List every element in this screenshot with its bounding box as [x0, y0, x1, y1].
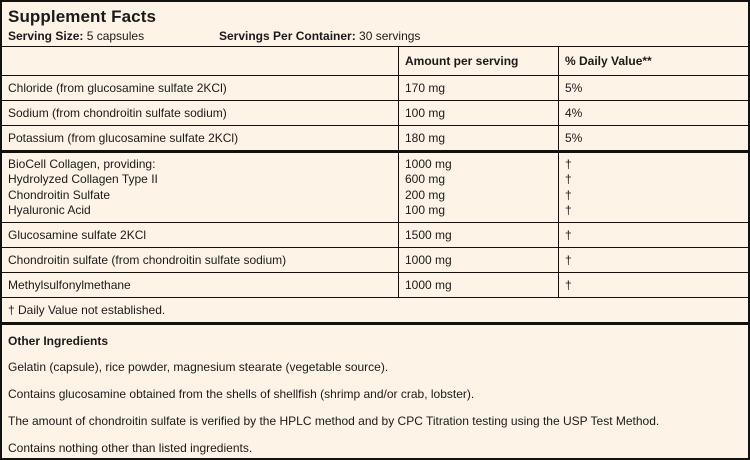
nutrient-daily-value: † [559, 223, 749, 248]
header-name [2, 47, 399, 76]
serving-size [8, 29, 144, 43]
collagen-names [2, 152, 399, 223]
other-ingredients-line: Contains nothing other than listed ingredients. [8, 441, 253, 455]
nutrient-amount: 180 mg [399, 126, 559, 152]
footnote-row [2, 298, 748, 324]
collagen-name-line: BioCell Collagen, providing: [8, 156, 156, 171]
serving-size-label: Serving Size: [8, 29, 84, 43]
nutrient-name: Methylsulfonylmethane [2, 273, 399, 298]
collagen-daily-values [559, 152, 749, 223]
nutrient-name: Potassium (from glucosamine sulfate 2KCl) [2, 126, 399, 152]
nutrient-amount: 1500 mg [399, 223, 559, 248]
nutrient-name: Sodium (from chondroitin sulfate sodium) [2, 101, 399, 126]
collagen-amount-line: 100 mg [405, 203, 446, 217]
serving-size-value: 5 capsules [83, 29, 145, 43]
serving-info [8, 29, 748, 43]
nutrient-daily-value: 5% [559, 126, 749, 152]
nutrient-name: Glucosamine sulfate 2KCl [2, 223, 399, 248]
nutrient-name: Chloride (from glucosamine sulfate 2KCl) [2, 76, 399, 101]
nutrient-table [2, 46, 748, 325]
table-row [2, 273, 748, 298]
header-daily-value: % Daily Value** [559, 47, 749, 76]
collagen-name-line: Hyaluronic Acid [8, 203, 91, 217]
table-row [2, 101, 748, 126]
header-amount: Amount per serving [399, 47, 559, 76]
table-row [2, 76, 748, 101]
nutrient-daily-value: † [559, 273, 749, 298]
collagen-name-line: Chondroitin Sulfate [8, 187, 111, 202]
collagen-dv-line: † [565, 203, 572, 217]
table-row-collagen [2, 152, 748, 223]
collagen-amount-line: 1000 mg [405, 156, 452, 171]
other-ingredients-line: Contains glucosamine obtained from the shells of shellfish (shrimp and/or crab, lobster). [8, 387, 475, 401]
other-ingredients-line: Gelatin (capsule), rice powder, magnesium stearate (vegetable source). [8, 360, 389, 374]
nutrient-daily-value: † [559, 248, 749, 273]
nutrient-amount: 100 mg [399, 101, 559, 126]
table-header-row [2, 47, 748, 76]
nutrient-amount: 170 mg [399, 76, 559, 101]
nutrient-amount: 1000 mg [399, 248, 559, 273]
other-ingredients-heading: Other Ingredients [8, 334, 109, 348]
table-row [2, 248, 748, 273]
collagen-amounts [399, 152, 559, 223]
collagen-dv-line: † [565, 172, 572, 186]
nutrient-name: Chondroitin sulfate (from chondroitin sulfate sodium) [2, 248, 399, 273]
nutrient-daily-value: 5% [559, 76, 749, 101]
collagen-amount-line: 600 mg [405, 172, 446, 186]
table-row [2, 126, 748, 152]
table-row [2, 223, 748, 248]
servings-per-container [219, 29, 420, 43]
footnote: † Daily Value not established. [2, 298, 748, 324]
nutrient-amount: 1000 mg [399, 273, 559, 298]
other-ingredients-line: The amount of chondroitin sulfate is verified by the HPLC method and by CPC Titration testing using the USP Test Method. [8, 414, 660, 428]
collagen-dv-line: † [565, 156, 572, 171]
collagen-amount-line: 200 mg [405, 187, 446, 202]
collagen-name-line: Hydrolyzed Collagen Type II [8, 172, 158, 186]
nutrient-daily-value: 4% [559, 101, 749, 126]
panel-title: Supplement Facts [8, 7, 157, 26]
collagen-dv-line: † [565, 187, 572, 202]
servings-per-container-label: Servings Per Container: [219, 29, 356, 43]
servings-per-container-value: 30 servings [355, 29, 421, 43]
